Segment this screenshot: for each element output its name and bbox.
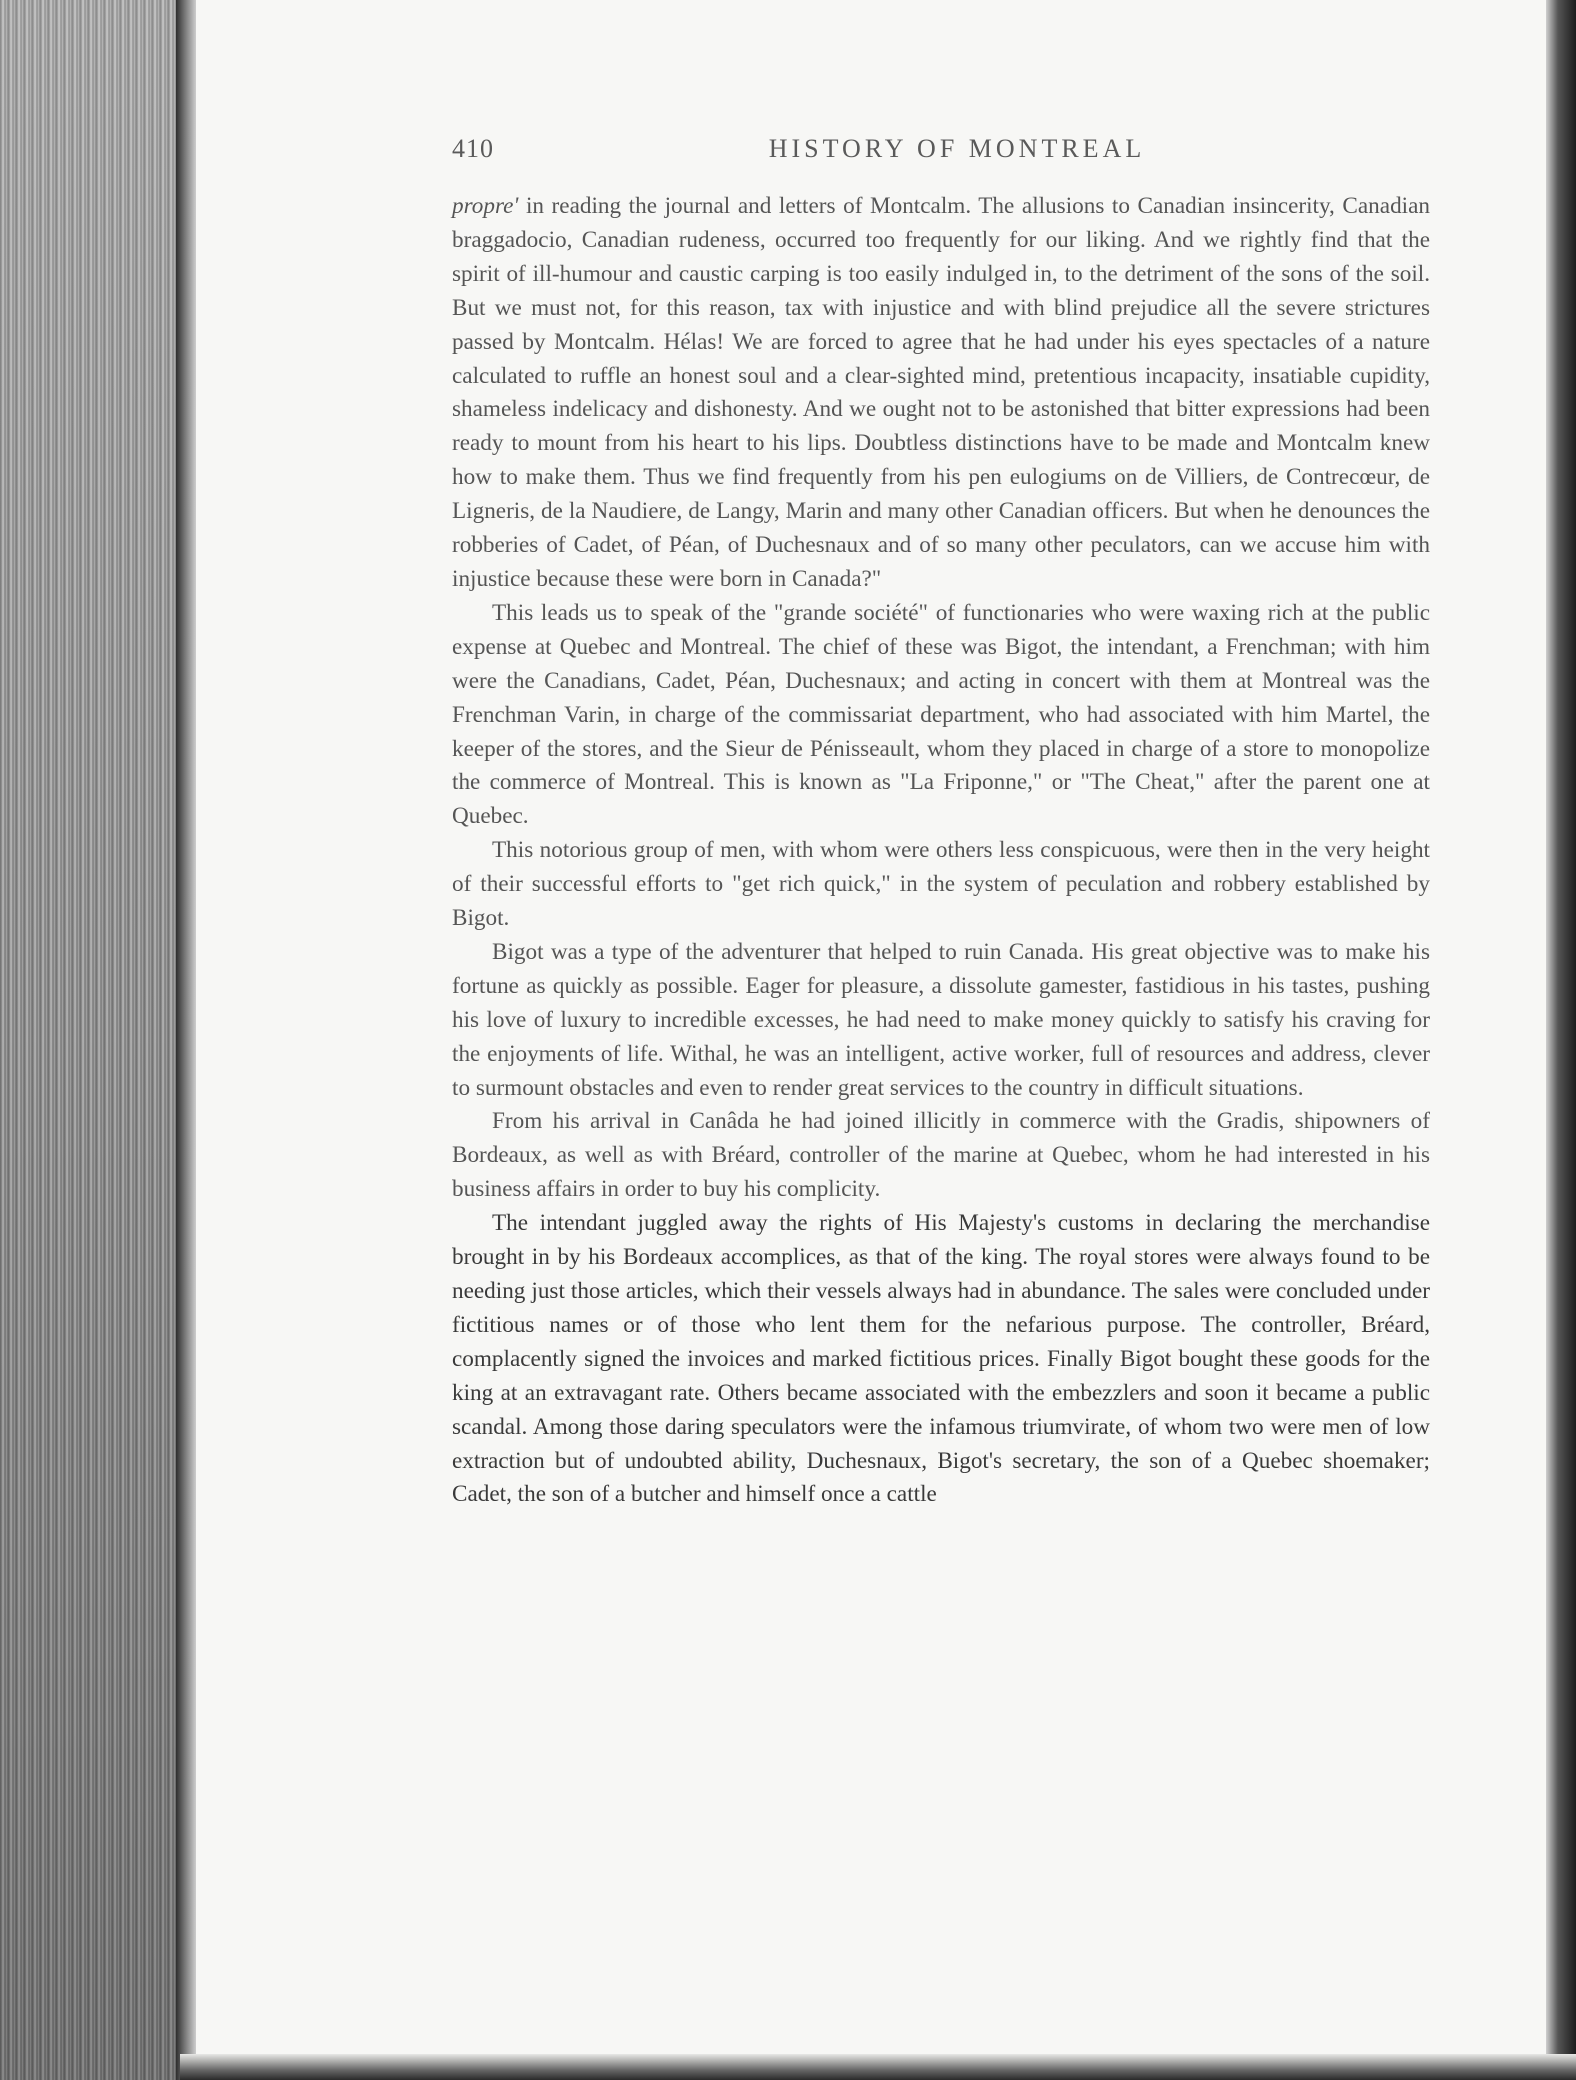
gutter-shadow <box>176 0 198 2080</box>
paragraph <box>452 190 1430 597</box>
paragraph: The intendant juggled away the rights of His Majesty's customs in declaring the merchandise brought in by his Bordeaux accomplices, as that of the king. The royal stores were always found to be needing just those articles, which their vessels always had in abundance. The sales were concluded under fictitious names or of those who lent them for the nefarious purpose. The controller, Bréard, complacently signed the invoices and marked fictitious prices. Finally Bigot bought these goods for the king at an extravagant rate. Others became associated with the embezzlers and soon it became a public scandal. Among those daring speculators were the infamous triumvirate, of whom two were men of low extraction but of undoubted ability, Duchesnaux, Bigot's secretary, the son of a Quebec shoemaker; Cadet, the son of a butcher and himself once a cattle <box>452 1210 1430 1508</box>
body-text <box>452 190 1430 1512</box>
right-scan-edge <box>1546 0 1576 2080</box>
page-header <box>452 134 1432 174</box>
paragraph: This notorious group of men, with whom were others less conspicuous, were then in the very height of their successful efforts to "get rich quick," in the system of peculation and robbery established by Bigot. <box>452 837 1430 932</box>
italic-lead: propre' <box>452 193 519 219</box>
page-number: 410 <box>452 134 494 163</box>
paragraph-text: in reading the journal and letters of Montcalm. The allusions to Canadian insincerity, Canadian braggadocio, Canadian rudeness, occurred too frequently for our liking. And we rightly find that the spirit of ill-humour and caustic carping is too easily indulged in, to the detriment of the sons of the soil. But we must not, for this reason, tax with injustice and with blind prejudice all the severe strictures passed by Montcalm. Hélas! We are forced to agree that he had under his eyes spectacles of a nature calculated to ruffle an honest soul and a clear-sighted mind, pretentious incapacity, insatiable cupidity, shameless indelicacy and dishonesty. And we ought not to be astonished that bitter expressions had been ready to mount from his heart to his lips. Doubtless distinctions have to be made and Montcalm knew how to make them. Thus we find frequently from his pen eulogiums on de Villiers, de Contrecœur, de Ligneris, de la Naudiere, de Langy, Marin and many other Canadian officers. But when he denounces the robberies of Cadet, of Péan, of Duchesnaux and of so many other peculators, can we accuse him with injustice because these were born in Canada?" <box>452 193 1430 592</box>
paragraph: This leads us to speak of the "grande société" of functionaries who were waxing rich at the public expense at Quebec and Montreal. The chief of these was Bigot, the intendant, a Frenchman; with him were the Canadians, Cadet, Péan, Duchesnaux; and acting in concert with them at Montreal was the Frenchman Varin, in charge of the commissariat department, who had associated with him Martel, the keeper of the stores, and the Sieur de Pénisseault, whom they placed in charge of a store to monopolize the commerce of Montreal. This is known as "La Friponne," or "The Cheat," after the parent one at Quebec. <box>452 599 1430 830</box>
running-title: HISTORY OF MONTREAL <box>768 134 1146 163</box>
paragraph: From his arrival in Canâda he had joined illicitly in commerce with the Gradis, shipowners of Bordeaux, as well as with Bréard, controller of the marine at Quebec, whom he had interested in his business affairs in order to buy his complicity. <box>452 1108 1430 1203</box>
book-page-edges <box>0 0 190 2080</box>
bottom-scan-edge <box>180 2054 1576 2080</box>
paragraph: Bigot was a type of the adventurer that helped to ruin Canada. His great objective was to make his fortune as quickly as possible. Eager for pleasure, a dissolute gamester, fastidious in his tastes, pushing his love of luxury to incredible excesses, he had need to make money quickly to satisfy his craving for the enjoyments of life. Withal, he was an intelligent, active worker, full of resources and address, clever to surmount obstacles and even to render great services to the country in difficult situations. <box>452 938 1430 1101</box>
